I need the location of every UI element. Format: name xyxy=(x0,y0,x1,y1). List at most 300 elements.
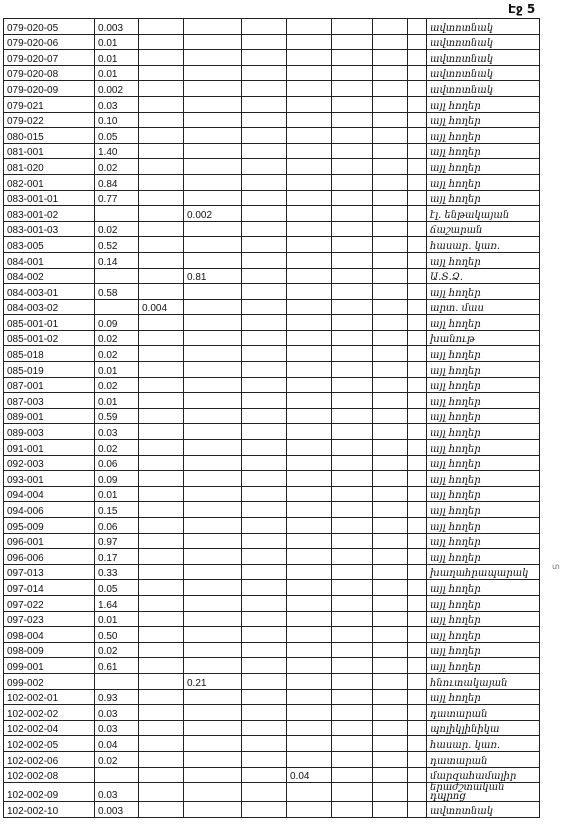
column-d-cell xyxy=(287,736,332,752)
area-cell: 0.003 xyxy=(95,19,139,35)
table-row xyxy=(4,705,540,721)
area-cell: 0.06 xyxy=(95,518,139,534)
empty-cell xyxy=(373,268,408,284)
empty-cell xyxy=(332,424,373,440)
empty-cell xyxy=(332,346,373,362)
column-a-cell xyxy=(139,174,184,190)
empty-cell xyxy=(332,580,373,596)
column-a-cell xyxy=(139,143,184,159)
table-row xyxy=(4,174,540,190)
parcel-code-cell: 098-004 xyxy=(4,627,95,643)
area-cell: 0.17 xyxy=(95,549,139,565)
column-b-cell xyxy=(184,190,242,206)
column-d-cell xyxy=(287,65,332,81)
parcel-code-cell: 084-001 xyxy=(4,252,95,268)
area-cell: 0.01 xyxy=(95,486,139,502)
empty-cell xyxy=(373,143,408,159)
table-body xyxy=(4,19,540,818)
column-a-cell xyxy=(139,533,184,549)
empty-cell xyxy=(332,408,373,424)
column-a-cell xyxy=(139,627,184,643)
column-c-cell xyxy=(242,783,287,802)
empty-cell xyxy=(373,159,408,175)
column-a-cell xyxy=(139,549,184,565)
area-cell: 0.01 xyxy=(95,65,139,81)
empty-cell xyxy=(408,346,427,362)
empty-cell xyxy=(373,65,408,81)
column-c-cell xyxy=(242,580,287,596)
column-c-cell xyxy=(242,190,287,206)
empty-cell xyxy=(408,143,427,159)
empty-cell xyxy=(332,549,373,565)
column-d-cell xyxy=(287,549,332,565)
area-cell: 0.01 xyxy=(95,34,139,50)
empty-cell xyxy=(373,783,408,802)
area-cell: 0.05 xyxy=(95,128,139,144)
column-a-cell xyxy=(139,34,184,50)
area-cell: 0.04 xyxy=(95,736,139,752)
column-d-cell xyxy=(287,486,332,502)
column-d-cell xyxy=(287,284,332,300)
page-number-label: Էջ 5 xyxy=(508,2,536,16)
land-use-cell: այլ հողեր xyxy=(427,549,540,565)
empty-cell xyxy=(408,486,427,502)
empty-cell xyxy=(332,486,373,502)
table-row xyxy=(4,81,540,97)
empty-cell xyxy=(332,673,373,689)
area-cell: 0.01 xyxy=(95,611,139,627)
empty-cell xyxy=(408,658,427,674)
empty-cell xyxy=(408,627,427,643)
empty-cell xyxy=(408,471,427,487)
empty-cell xyxy=(408,159,427,175)
table-row xyxy=(4,330,540,346)
empty-cell xyxy=(408,237,427,253)
column-c-cell xyxy=(242,143,287,159)
land-use-cell: այլ հողեր xyxy=(427,96,540,112)
area-cell: 0.02 xyxy=(95,346,139,362)
empty-cell xyxy=(332,455,373,471)
area-cell: 0.06 xyxy=(95,455,139,471)
column-d-cell xyxy=(287,627,332,643)
column-d-cell xyxy=(287,580,332,596)
area-cell: 0.59 xyxy=(95,408,139,424)
area-cell: 0.03 xyxy=(95,720,139,736)
column-d-cell xyxy=(287,393,332,409)
column-a-cell xyxy=(139,268,184,284)
parcel-code-cell: 083-001-02 xyxy=(4,206,95,222)
column-b-cell xyxy=(184,237,242,253)
column-c-cell xyxy=(242,549,287,565)
land-use-cell: այլ հողեր xyxy=(427,518,540,534)
empty-cell xyxy=(373,658,408,674)
land-use-cell: այլ հողեր xyxy=(427,658,540,674)
land-use-cell: արտ. մաս xyxy=(427,299,540,315)
column-d-cell xyxy=(287,424,332,440)
empty-cell xyxy=(332,393,373,409)
parcel-code-cell: 093-001 xyxy=(4,471,95,487)
column-b-cell xyxy=(184,564,242,580)
column-b-cell xyxy=(184,455,242,471)
parcel-code-cell: 085-001-02 xyxy=(4,330,95,346)
land-use-cell: Ա.Տ.Ձ. xyxy=(427,268,540,284)
column-c-cell xyxy=(242,408,287,424)
empty-cell xyxy=(332,128,373,144)
parcel-code-cell: 084-003-01 xyxy=(4,284,95,300)
empty-cell xyxy=(332,471,373,487)
land-use-cell: այլ հողեր xyxy=(427,642,540,658)
column-a-cell xyxy=(139,159,184,175)
land-use-cell: դատարան xyxy=(427,751,540,767)
land-use-cell: այլ հողեր xyxy=(427,284,540,300)
land-parcel-table xyxy=(3,18,540,818)
empty-cell xyxy=(332,96,373,112)
column-d-cell xyxy=(287,330,332,346)
empty-cell xyxy=(408,299,427,315)
column-c-cell xyxy=(242,299,287,315)
empty-cell xyxy=(408,783,427,802)
empty-cell xyxy=(408,362,427,378)
column-c-cell xyxy=(242,174,287,190)
column-b-cell: 0.81 xyxy=(184,268,242,284)
empty-cell xyxy=(332,689,373,705)
land-use-cell: ավտոտնակ xyxy=(427,19,540,35)
parcel-code-cell: 079-020-09 xyxy=(4,81,95,97)
column-d-cell xyxy=(287,143,332,159)
column-c-cell xyxy=(242,533,287,549)
column-a-cell xyxy=(139,424,184,440)
parcel-code-cell: 096-006 xyxy=(4,549,95,565)
table-row xyxy=(4,736,540,752)
land-use-cell: այլ հողեր xyxy=(427,143,540,159)
column-b-cell xyxy=(184,346,242,362)
column-b-cell xyxy=(184,486,242,502)
table-row xyxy=(4,190,540,206)
parcel-code-cell: 102-002-09 xyxy=(4,783,95,802)
column-c-cell xyxy=(242,330,287,346)
column-d-cell xyxy=(287,34,332,50)
empty-cell xyxy=(408,673,427,689)
table-row xyxy=(4,377,540,393)
table-row xyxy=(4,143,540,159)
land-use-cell: դատարան xyxy=(427,705,540,721)
column-d-cell xyxy=(287,174,332,190)
parcel-code-cell: 102-002-04 xyxy=(4,720,95,736)
empty-cell xyxy=(408,767,427,783)
empty-cell xyxy=(332,564,373,580)
table-row xyxy=(4,424,540,440)
empty-cell xyxy=(408,736,427,752)
empty-cell xyxy=(332,81,373,97)
empty-cell xyxy=(373,346,408,362)
parcel-code-cell: 102-002-05 xyxy=(4,736,95,752)
column-a-cell xyxy=(139,206,184,222)
land-use-cell: այլ հողեր xyxy=(427,346,540,362)
column-d-cell xyxy=(287,408,332,424)
column-c-cell xyxy=(242,128,287,144)
land-use-cell: ավտոտնակ xyxy=(427,81,540,97)
column-c-cell xyxy=(242,159,287,175)
parcel-code-cell: 079-021 xyxy=(4,96,95,112)
column-b-cell: 0.21 xyxy=(184,673,242,689)
area-cell: 0.02 xyxy=(95,330,139,346)
column-b-cell xyxy=(184,284,242,300)
column-d-cell xyxy=(287,112,332,128)
column-a-cell xyxy=(139,673,184,689)
parcel-code-cell: 079-020-06 xyxy=(4,34,95,50)
empty-cell xyxy=(332,143,373,159)
empty-cell xyxy=(332,299,373,315)
empty-cell xyxy=(332,642,373,658)
column-a-cell xyxy=(139,408,184,424)
land-use-cell: պոլիկլինիկա xyxy=(427,720,540,736)
area-cell: 0.003 xyxy=(95,802,139,818)
table-row xyxy=(4,802,540,818)
table-row xyxy=(4,767,540,783)
column-a-cell xyxy=(139,377,184,393)
table-row xyxy=(4,284,540,300)
parcel-code-cell: 102-002-06 xyxy=(4,751,95,767)
column-c-cell xyxy=(242,284,287,300)
area-cell: 0.02 xyxy=(95,642,139,658)
land-use-cell: այլ հողեր xyxy=(427,455,540,471)
land-use-cell: հասար. կառ. xyxy=(427,736,540,752)
column-a-cell xyxy=(139,736,184,752)
column-a-cell xyxy=(139,330,184,346)
column-c-cell xyxy=(242,346,287,362)
parcel-code-cell: 089-003 xyxy=(4,424,95,440)
column-a-cell xyxy=(139,455,184,471)
column-c-cell xyxy=(242,564,287,580)
empty-cell xyxy=(408,502,427,518)
empty-cell xyxy=(332,720,373,736)
table-row xyxy=(4,440,540,456)
area-cell: 0.02 xyxy=(95,440,139,456)
parcel-code-cell: 094-004 xyxy=(4,486,95,502)
land-use-cell: այլ հողեր xyxy=(427,393,540,409)
column-a-cell xyxy=(139,720,184,736)
area-cell: 0.002 xyxy=(95,81,139,97)
column-b-cell xyxy=(184,720,242,736)
column-b-cell xyxy=(184,440,242,456)
table-row xyxy=(4,346,540,362)
empty-cell xyxy=(373,533,408,549)
area-cell: 0.01 xyxy=(95,393,139,409)
empty-cell xyxy=(373,284,408,300)
empty-cell xyxy=(373,408,408,424)
parcel-code-cell: 102-002-02 xyxy=(4,705,95,721)
column-d-cell: 0.04 xyxy=(287,767,332,783)
land-use-cell: ավտոտնակ xyxy=(427,50,540,66)
column-c-cell xyxy=(242,595,287,611)
empty-cell xyxy=(408,564,427,580)
table-row xyxy=(4,268,540,284)
column-d-cell xyxy=(287,564,332,580)
column-c-cell xyxy=(242,268,287,284)
empty-cell xyxy=(408,268,427,284)
land-use-cell: խանութ xyxy=(427,330,540,346)
land-use-cell: այլ հողեր xyxy=(427,252,540,268)
column-d-cell xyxy=(287,315,332,331)
parcel-code-cell: 097-014 xyxy=(4,580,95,596)
empty-cell xyxy=(373,190,408,206)
empty-cell xyxy=(332,658,373,674)
table-row xyxy=(4,533,540,549)
area-cell: 0.15 xyxy=(95,502,139,518)
empty-cell xyxy=(373,549,408,565)
area-cell: 0.01 xyxy=(95,50,139,66)
parcel-code-cell: 102-002-10 xyxy=(4,802,95,818)
column-b-cell: 0.002 xyxy=(184,206,242,222)
table-row xyxy=(4,689,540,705)
column-d-cell xyxy=(287,362,332,378)
empty-cell xyxy=(373,362,408,378)
area-cell: 0.02 xyxy=(95,159,139,175)
column-b-cell xyxy=(184,408,242,424)
column-c-cell xyxy=(242,206,287,222)
empty-cell xyxy=(373,564,408,580)
column-d-cell xyxy=(287,96,332,112)
empty-cell xyxy=(373,486,408,502)
table-row xyxy=(4,564,540,580)
column-b-cell xyxy=(184,252,242,268)
area-cell: 0.61 xyxy=(95,658,139,674)
column-c-cell xyxy=(242,65,287,81)
parcel-code-cell: 099-002 xyxy=(4,673,95,689)
empty-cell xyxy=(332,221,373,237)
area-cell: 0.01 xyxy=(95,362,139,378)
column-b-cell xyxy=(184,96,242,112)
column-d-cell xyxy=(287,705,332,721)
empty-cell xyxy=(332,736,373,752)
area-cell xyxy=(95,268,139,284)
column-c-cell xyxy=(242,393,287,409)
margin-mark: տ xyxy=(552,562,560,571)
column-c-cell xyxy=(242,455,287,471)
area-cell: 0.58 xyxy=(95,284,139,300)
column-c-cell xyxy=(242,96,287,112)
table-row xyxy=(4,549,540,565)
empty-cell xyxy=(373,736,408,752)
column-c-cell xyxy=(242,658,287,674)
column-b-cell xyxy=(184,802,242,818)
table-row xyxy=(4,611,540,627)
empty-cell xyxy=(408,34,427,50)
empty-cell xyxy=(408,128,427,144)
column-a-cell xyxy=(139,705,184,721)
empty-cell xyxy=(408,252,427,268)
column-b-cell xyxy=(184,611,242,627)
empty-cell xyxy=(332,440,373,456)
empty-cell xyxy=(332,206,373,222)
empty-cell xyxy=(332,190,373,206)
empty-cell xyxy=(408,518,427,534)
parcel-code-cell: 079-020-08 xyxy=(4,65,95,81)
empty-cell xyxy=(373,174,408,190)
empty-cell xyxy=(373,96,408,112)
parcel-code-cell: 079-022 xyxy=(4,112,95,128)
table-row xyxy=(4,96,540,112)
column-a-cell xyxy=(139,65,184,81)
empty-cell xyxy=(408,330,427,346)
column-d-cell xyxy=(287,206,332,222)
column-b-cell xyxy=(184,299,242,315)
table-row xyxy=(4,315,540,331)
column-a-cell: 0.004 xyxy=(139,299,184,315)
land-use-cell: հասար. կառ. xyxy=(427,237,540,253)
table-row xyxy=(4,112,540,128)
empty-cell xyxy=(408,720,427,736)
empty-cell xyxy=(332,802,373,818)
empty-cell xyxy=(373,128,408,144)
parcel-code-cell: 082-001 xyxy=(4,174,95,190)
column-c-cell xyxy=(242,518,287,534)
parcel-code-cell: 081-001 xyxy=(4,143,95,159)
land-use-cell: ավտոտնակ xyxy=(427,34,540,50)
column-d-cell xyxy=(287,673,332,689)
parcel-code-cell: 102-002-08 xyxy=(4,767,95,783)
column-a-cell xyxy=(139,81,184,97)
empty-cell xyxy=(332,34,373,50)
parcel-code-cell: 099-001 xyxy=(4,658,95,674)
empty-cell xyxy=(332,502,373,518)
table-row xyxy=(4,502,540,518)
column-b-cell xyxy=(184,595,242,611)
empty-cell xyxy=(408,221,427,237)
column-b-cell xyxy=(184,502,242,518)
column-c-cell xyxy=(242,689,287,705)
column-d-cell xyxy=(287,299,332,315)
land-use-cell: այլ հողեր xyxy=(427,159,540,175)
empty-cell xyxy=(408,611,427,627)
area-cell xyxy=(95,206,139,222)
table-row xyxy=(4,642,540,658)
column-b-cell xyxy=(184,783,242,802)
column-b-cell xyxy=(184,736,242,752)
empty-cell xyxy=(408,751,427,767)
column-b-cell xyxy=(184,315,242,331)
empty-cell xyxy=(408,440,427,456)
empty-cell xyxy=(408,689,427,705)
empty-cell xyxy=(332,377,373,393)
empty-cell xyxy=(373,705,408,721)
area-cell: 0.05 xyxy=(95,580,139,596)
empty-cell xyxy=(332,315,373,331)
table-row xyxy=(4,34,540,50)
empty-cell xyxy=(332,284,373,300)
column-c-cell xyxy=(242,377,287,393)
column-c-cell xyxy=(242,611,287,627)
table-row xyxy=(4,128,540,144)
empty-cell xyxy=(373,377,408,393)
table-row xyxy=(4,580,540,596)
column-d-cell xyxy=(287,159,332,175)
area-cell: 0.14 xyxy=(95,252,139,268)
empty-cell xyxy=(332,362,373,378)
empty-cell xyxy=(373,252,408,268)
empty-cell xyxy=(373,440,408,456)
empty-cell xyxy=(332,330,373,346)
column-a-cell xyxy=(139,128,184,144)
parcel-code-cell: 084-002 xyxy=(4,268,95,284)
empty-cell xyxy=(373,611,408,627)
area-cell: 0.52 xyxy=(95,237,139,253)
empty-cell xyxy=(332,237,373,253)
empty-cell xyxy=(408,455,427,471)
column-a-cell xyxy=(139,471,184,487)
column-a-cell xyxy=(139,221,184,237)
column-b-cell xyxy=(184,627,242,643)
